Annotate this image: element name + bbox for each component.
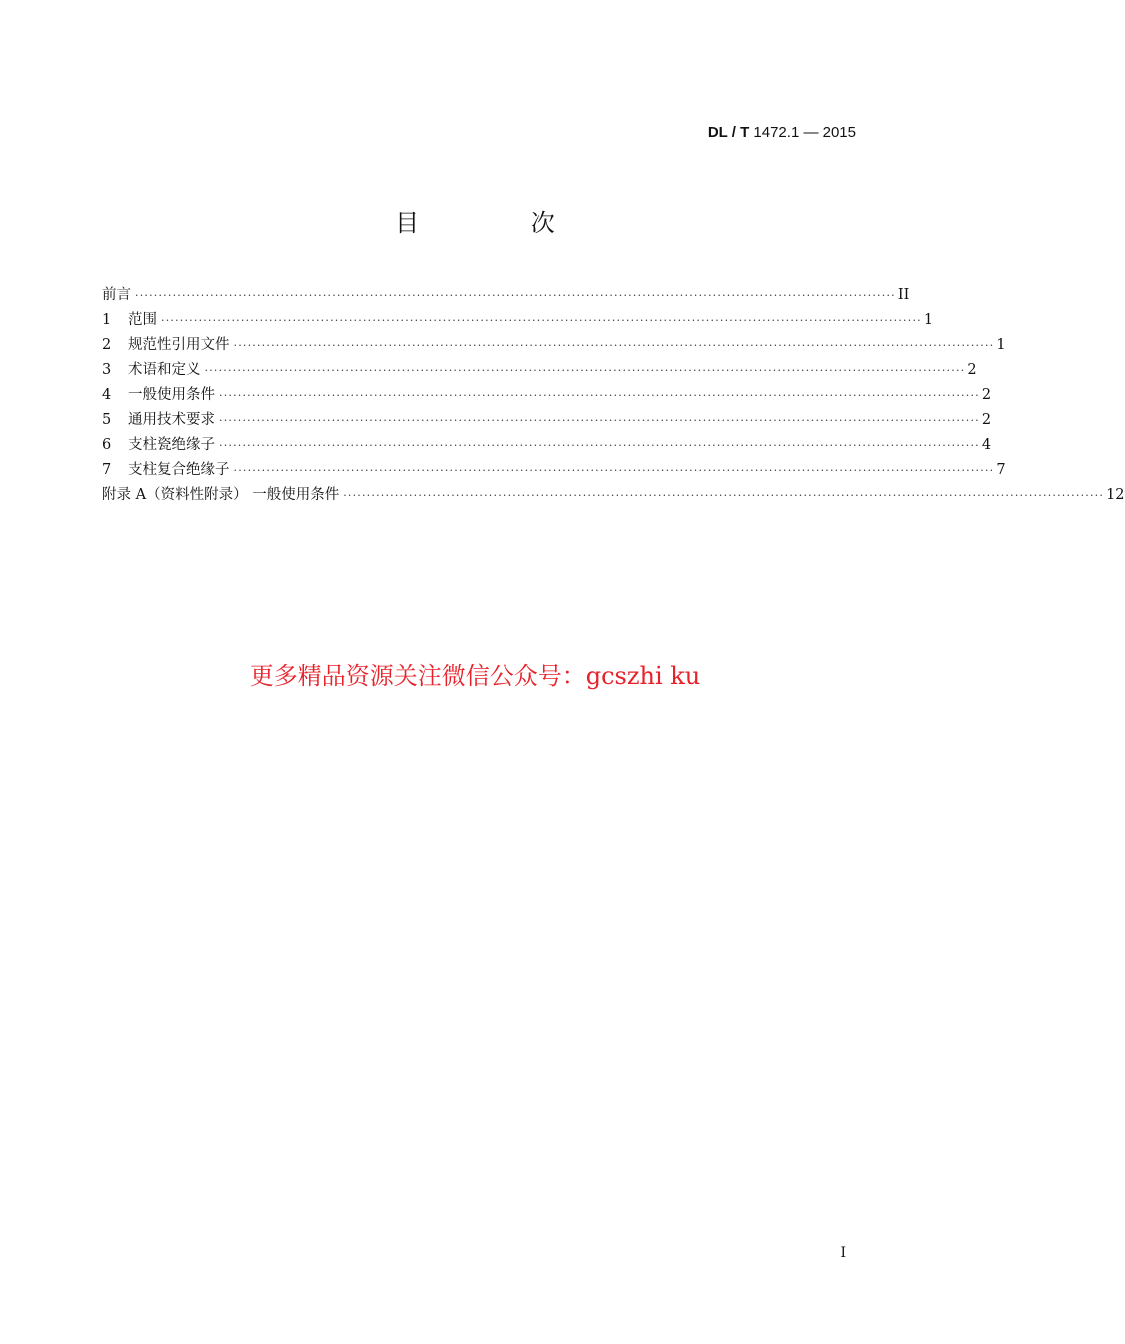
toc-entry-page: 1	[996, 337, 1006, 353]
toc-leader: ··································································································································································	[204, 364, 966, 377]
toc-entry-page: 2	[981, 412, 992, 428]
toc-entry-appendix-a[interactable]	[102, 483, 1125, 508]
toc-leader: ··································································································································································	[219, 414, 980, 427]
toc-entry-label: 规范性引用文件	[128, 337, 230, 353]
toc-entry-page: 2	[981, 387, 992, 403]
toc-entry-page: II	[897, 287, 910, 303]
toc-entry-number: 2	[102, 337, 112, 353]
toc-leader: ··································································································································································	[161, 314, 922, 327]
promo-watermark-text: 更多精品资源关注微信公众号：gcszhi ku	[249, 662, 701, 690]
toc-heading: 目 次	[395, 209, 607, 237]
toc-entry-number: 7	[102, 462, 112, 478]
table-of-contents	[102, 283, 1125, 508]
toc-entry-label: 一般使用条件	[128, 387, 215, 403]
toc-entry-number: 6	[102, 437, 112, 453]
toc-entry-foreword[interactable]	[102, 283, 910, 308]
toc-leader: ··································································································································································	[343, 489, 1105, 502]
toc-leader: ··································································································································································	[219, 389, 980, 402]
standard-code	[708, 124, 856, 141]
toc-entry-label: 附录 A（资料性附录） 一般使用条件	[102, 487, 340, 503]
toc-entry-3[interactable]	[102, 358, 977, 383]
toc-entry-label: 通用技术要求	[128, 412, 215, 428]
toc-leader: ··································································································································································	[135, 289, 896, 302]
toc-entry-6[interactable]	[102, 433, 992, 458]
toc-entry-label: 前言	[102, 287, 131, 303]
toc-entry-number: 4	[102, 387, 112, 403]
toc-entry-page: 12	[1106, 487, 1125, 503]
standard-prefix: DL / T	[707, 124, 750, 141]
toc-entry-page: 7	[996, 462, 1006, 478]
toc-entry-5[interactable]	[102, 408, 992, 433]
toc-entry-label: 支柱复合绝缘子	[128, 462, 230, 478]
toc-entry-page: 1	[923, 312, 934, 328]
toc-entry-number: 3	[102, 362, 112, 378]
standard-number: 1472.1 — 2015	[753, 124, 856, 141]
toc-leader: ··································································································································································	[233, 464, 995, 477]
toc-entry-7[interactable]	[102, 458, 1006, 483]
toc-entry-label: 支柱瓷绝缘子	[128, 437, 215, 453]
page-number: I	[840, 1245, 846, 1261]
toc-leader: ··································································································································································	[233, 339, 995, 352]
toc-entry-label: 术语和定义	[128, 362, 201, 378]
toc-entry-page: 2	[967, 362, 977, 378]
toc-entry-number: 1	[102, 312, 112, 328]
toc-entry-4[interactable]	[102, 383, 992, 408]
toc-entry-page: 4	[981, 437, 992, 453]
toc-entry-2[interactable]	[102, 333, 1006, 358]
toc-leader: ··································································································································································	[219, 439, 980, 452]
toc-entry-label: 范围	[128, 312, 157, 328]
toc-entry-number: 5	[102, 412, 112, 428]
toc-entry-1[interactable]	[102, 308, 934, 333]
